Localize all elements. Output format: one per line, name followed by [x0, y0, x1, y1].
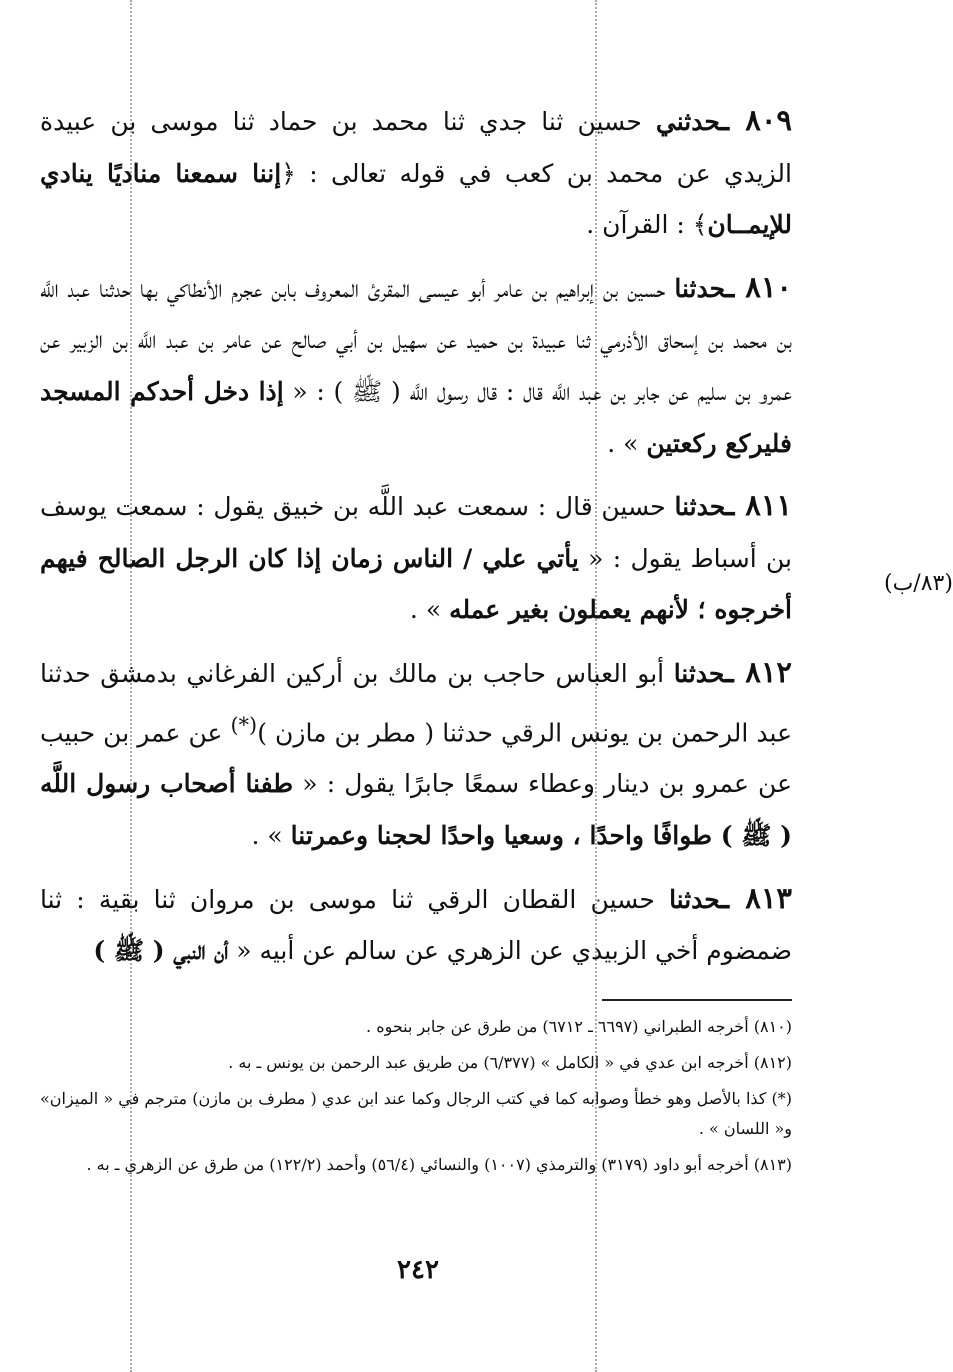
entry-text: حسين القطان الرقي ثنا موسى بن مروان ثنا بقية : ثنا ضمضوم أخي الزبيدي عن الزهري عن سالم عن أبيه «	[40, 884, 792, 966]
entry-quote: أن النبي ( ﷺ )	[93, 936, 229, 966]
entry-quote: طفنا أصحاب رسول اللَّه ( ﷺ ) طوافًا واحدًا ، وسعيا واحدًا لحجنا وعمرتنا	[40, 769, 792, 851]
entry-text-cont: عن عمر بن حبيب عن عمرو بن دينار وعطاء سمعًا جابرًا يقول : «	[40, 717, 792, 799]
margin-folio-note: (٨٣/ب)	[884, 571, 953, 596]
entry-number: ٨١٣ ـ	[720, 880, 793, 915]
entry-810	[40, 262, 792, 469]
footnote-marker: (*)	[230, 712, 258, 737]
footnote-separator	[602, 999, 792, 1001]
entry-head: حدثنا	[673, 658, 726, 688]
entry-text-end: ﴾ : القرآن .	[586, 210, 708, 240]
entry-quote: يأتي علي / الناس زمان إذا كان الرجل الصالح فيهم أخرجوه ؛ لأنهم يعملون بغير عمله	[40, 543, 792, 625]
entry-number: ٨٠٩ ـ	[720, 103, 793, 137]
entry-head: حدثنا	[669, 884, 721, 914]
footnote: (٨١٣) أخرجه أبو داود (٣١٧٩) والترمذي (١٠٠٧) والنسائي (٥٦/٤) وأحمد (١٢٢/٢) من طرق عن الزهري ـ به .	[86, 1155, 792, 1174]
entry-text-end: » .	[251, 821, 291, 851]
footnote: (*) كذا بالأصل وهو خطأ وصوابه كما في كتب الرجال وكما عند ابن عدي ( مطرف بن مازن) مترجم في « الميزان» و« اللسان » .	[40, 1089, 792, 1138]
footnote: (٨١٠) أخرجه الطبراني (٦٦٩٧ ـ ٦٧١٢) من طرق عن جابر بنحوه .	[366, 1017, 792, 1036]
entry-text: حسين بن إبراهيم بن عامر أبو عيسى المقرئ المعروف بابن عجرم الأنطاكي بها حدثنا عبد اللَّه بن محمد بن إسحاق الأذرمي ثنا عبيدة بن حميد عن سهيل بن أبي صالح عن عامر بن عبد اللَّه بن الزبير عن عمرو بن سليم عن جابر بن عبد اللَّه قال : قال رسول اللَّه ( ﷺ ) : «	[40, 273, 792, 406]
page-number: ٢٤٢	[397, 1255, 439, 1285]
entry-809	[40, 95, 792, 251]
footnote: (٨١٢) أخرجه ابن عدي في « الكامل » (٦/٣٧٧) من طريق عبد الرحمن بن يونس ـ به .	[228, 1053, 792, 1072]
entry-text: حسين ثنا جدي ثنا محمد بن حماد ثنا موسى بن عبيدة الزيدي عن محمد بن كعب في قوله تعالى : ﴿	[40, 107, 792, 188]
entry-head: حدثنا	[674, 492, 726, 522]
entry-text: أبو العباس حاجب بن مالك بن أركين الفرغاني بدمشق حدثنا عبد الرحمن بن يونس الرقي حدثنا ( مطر بن مازن )	[40, 658, 793, 747]
entry-head: حدثني	[655, 107, 721, 136]
entry-812	[40, 647, 792, 862]
entry-quote: إذا دخل أحدكم المسجد فليركع ركعتين	[40, 376, 792, 458]
entry-number: ٨١٢ ـ	[725, 654, 793, 689]
footnotes	[40, 1012, 792, 1186]
entry-text: حسين قال : سمعت عبد اللَّه بن خبيق يقول : سمعت يوسف بن أسباط يقول : «	[40, 492, 792, 573]
entry-811	[40, 480, 792, 636]
entry-813	[40, 873, 792, 977]
entry-head: حدثنا	[674, 273, 726, 303]
main-text	[40, 95, 792, 988]
entry-number: ٨١١ ـ	[725, 488, 793, 523]
entry-number: ٨١٠ ـ	[725, 269, 792, 304]
entry-quote: إننا سمعنا مناديًا ينادي للإيمــان	[40, 158, 792, 240]
entry-text-end: » .	[607, 428, 647, 458]
entry-text-end: » .	[409, 595, 450, 625]
